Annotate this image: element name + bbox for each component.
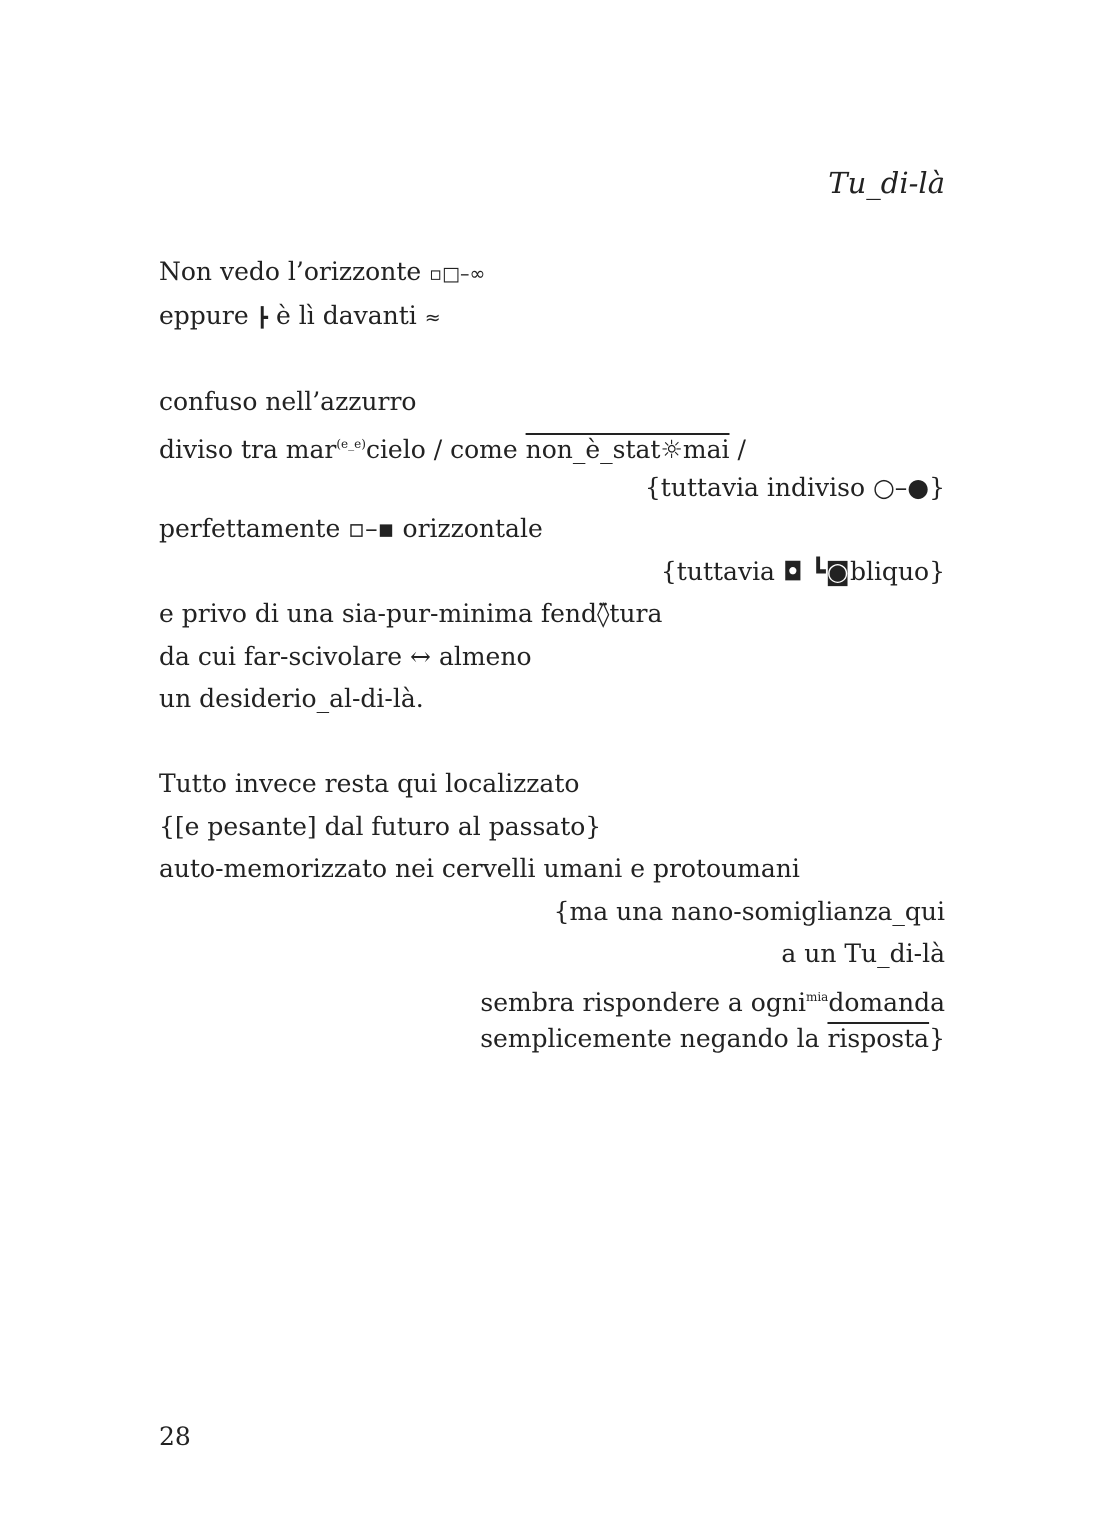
- approx-symbol: ≈: [424, 307, 441, 329]
- poem-line: Non vedo l’orizzonte ▫□–∞: [159, 257, 486, 286]
- poem-line: da cui far-scivolare ↔ almeno: [159, 642, 532, 671]
- squares-infinity-symbol: ▫□–∞: [429, 263, 486, 285]
- poem-line: auto-memorizzato nei cervelli umani e protoumani: [159, 854, 800, 883]
- poem-line: {tuttavia ◘ ┗◙bliquo}: [660, 557, 945, 586]
- poem-line: {[e pesante] dal futuro al passato}: [159, 812, 602, 841]
- poem-title: Tu_di-là: [828, 166, 945, 200]
- poem-line: a un Tu_di-là: [781, 939, 945, 968]
- poem-line: Tutto invece resta qui localizzato: [159, 769, 580, 798]
- poem-line: {ma una nano-somiglianza_qui: [553, 897, 945, 926]
- poem-line: semplicemente negando la risposta}: [480, 1024, 945, 1053]
- poem-line: {tuttavia indiviso ○–●}: [644, 473, 945, 502]
- box-tee-symbol: ┣: [256, 307, 269, 329]
- poem-line: e privo di una sia-pur-minima fend◊̈tura: [159, 599, 663, 628]
- poem-line: diviso tra mar$^{(e\_e)}$cielo / come non_è_stat☼mai /: [159, 435, 746, 464]
- poem-line: confuso nell’azzurro: [159, 387, 417, 416]
- poem-line: eppure ┣ è lì davanti ≈: [159, 301, 441, 330]
- page-number: 28: [159, 1422, 191, 1451]
- poem-line: sembra rispondere a ogni$^{mia}$domanda: [480, 988, 945, 1017]
- poem-line: un desiderio_al-di-là.: [159, 684, 424, 713]
- poem-line: perfettamente ▫–▪ orizzontale: [159, 514, 543, 543]
